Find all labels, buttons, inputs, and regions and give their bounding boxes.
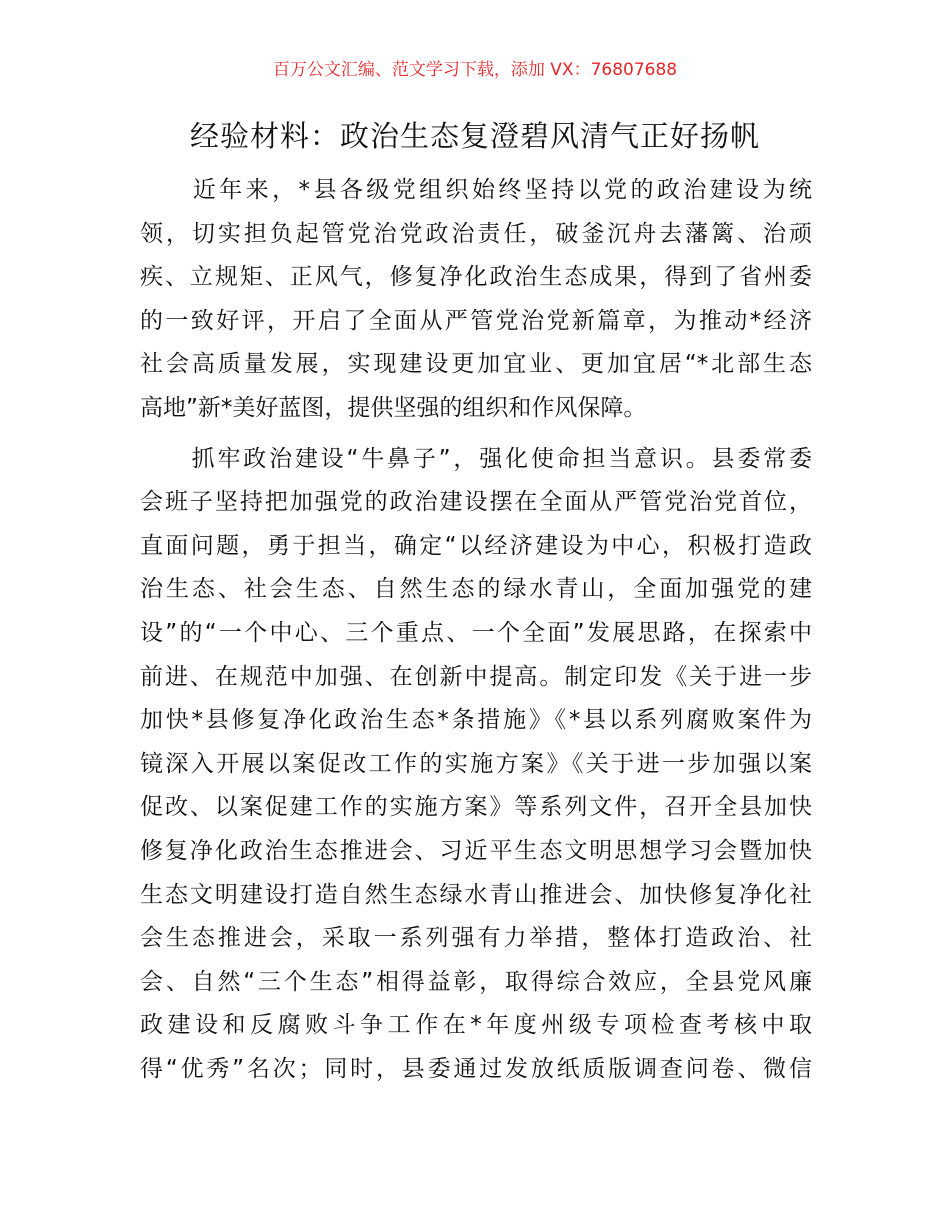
text-line: 镜深入开展以案促改工作的实施方案》《关于进一步加强以案 — [140, 750, 812, 777]
text-line: 直面问题，勇于担当，确定“以经济建设为中心，积极打造政 — [140, 532, 812, 559]
text-line: 近年来，*县各级党组织始终坚持以党的政治建设为统 — [140, 177, 812, 203]
text-line: 得“优秀”名次；同时，县委通过发放纸质版调查问卷、微信 — [140, 1055, 812, 1082]
document-title: 经验材料：政治生态复澄碧风清气正好扬帆 — [189, 119, 760, 153]
text-line: 治生态、社会生态、自然生态的绿水青山，全面加强党的建 — [140, 576, 812, 603]
text-line: 领，切实担负起管党治党政治责任，破釜沉舟去藩篱、治顽 — [140, 220, 812, 247]
text-line: 生态文明建设打造自然生态绿水青山推进会、加快修复净化社 — [140, 881, 812, 908]
text-line: 的一致好评，开启了全面从严管党治党新篇章，为推动*经济 — [140, 307, 812, 334]
text-line: 社会高质量发展，实现建设更加宜业、更加宜居“*北部生态 — [140, 351, 812, 378]
text-line: 会生态推进会，采取一系列强有力举措，整体打造政治、社 — [140, 925, 812, 952]
text-line: 加快*县修复净化政治生态*条措施》《*县以系列腐败案件为 — [140, 707, 812, 734]
text-line: 高地”新*美好蓝图，提供坚强的组织和作风保障。 — [140, 394, 647, 421]
watermark-banner: 百万公文汇编、范文学习下载，添加 VX：76807688 — [272, 60, 678, 80]
text-line: 设”的“一个中心、三个重点、一个全面”发展思路，在探索中 — [140, 619, 812, 646]
text-line: 修复净化政治生态推进会、习近平生态文明思想学习会暨加快 — [140, 837, 812, 864]
text-line: 会、自然“三个生态”相得益彰，取得综合效应，全县党风廉 — [140, 968, 812, 995]
paragraph — [140, 169, 812, 431]
text-line: 会班子坚持把加强党的政治建设摆在全面从严管党治党首位， — [140, 489, 812, 516]
text-line: 抓牢政治建设“牛鼻子”，强化使命担当意识。县委常委 — [140, 445, 812, 472]
text-line: 促改、以案促建工作的实施方案》等系列文件，召开全县加快 — [140, 794, 812, 821]
text-line: 疾、立规矩、正风气，修复净化政治生态成果，得到了省州委 — [140, 264, 812, 291]
text-line: 政建设和反腐败斗争工作在*年度州级专项检查考核中取 — [140, 1012, 812, 1039]
paragraph — [140, 438, 812, 1092]
text-line: 前进、在规范中加强、在创新中提高。制定印发《关于进一步 — [140, 663, 812, 690]
document-body — [140, 169, 812, 1098]
